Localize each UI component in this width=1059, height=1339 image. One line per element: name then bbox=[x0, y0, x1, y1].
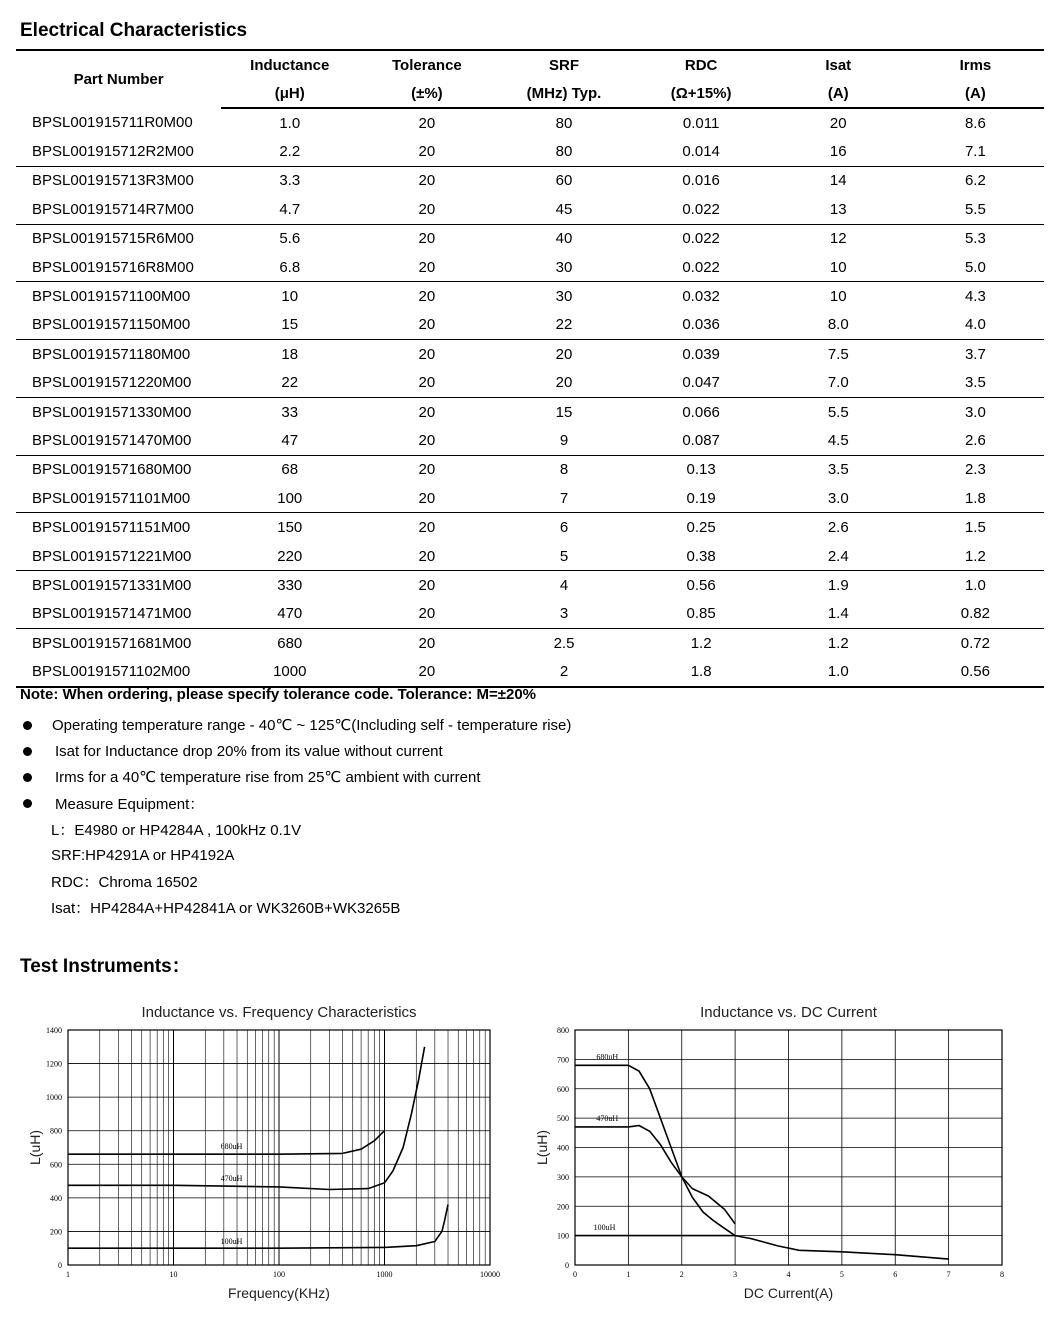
x-tick-label: 5 bbox=[839, 1270, 844, 1279]
y-tick-label: 1000 bbox=[46, 1093, 62, 1103]
bullet-icon bbox=[23, 721, 32, 730]
isat-cell: 8.0 bbox=[770, 311, 907, 340]
srf-cell: 30 bbox=[555, 288, 573, 306]
inductance-cell: 47 bbox=[221, 426, 358, 455]
inductance-vs-dc-current-chart bbox=[525, 995, 1025, 1315]
srf-cell: 80 bbox=[495, 137, 632, 166]
rdc-cell: 0.85 bbox=[633, 600, 770, 629]
irms-cell: 2.6 bbox=[907, 426, 1044, 455]
inductance-cell: 330 bbox=[277, 576, 303, 594]
ordering-note: Note: When ordering, please specify tolerance code. Tolerance: M=±20% bbox=[20, 686, 537, 703]
rdc-cell: 0.036 bbox=[633, 311, 770, 340]
inductance-cell: 33 bbox=[281, 403, 299, 421]
x-tick-label: 8 bbox=[1000, 1270, 1004, 1279]
tolerance-cell: 20 bbox=[358, 369, 495, 398]
part-number-cell: BPSL001915712R2M00 bbox=[16, 137, 221, 166]
x-tick-label: 100 bbox=[273, 1270, 285, 1279]
isat-cell: 3.0 bbox=[770, 484, 907, 513]
header-srf: SRF bbox=[495, 50, 632, 79]
series-line-680uh bbox=[575, 1065, 735, 1235]
table-row bbox=[16, 600, 1044, 629]
isat-cell: 7.5 bbox=[827, 345, 849, 363]
table-row bbox=[16, 426, 1044, 455]
y-tick-label: 500 bbox=[557, 1114, 569, 1124]
srf-cell: 2.5 bbox=[553, 634, 575, 652]
part-number-cell: BPSL00191571100M00 bbox=[32, 288, 191, 306]
srf-cell: 4 bbox=[559, 576, 569, 594]
x-tick-label: 3 bbox=[733, 1270, 738, 1279]
bullet-text: Operating temperature range - 40℃ ~ 125℃(Including self - temperature rise) bbox=[52, 717, 572, 734]
y-tick-label: 800 bbox=[557, 1026, 569, 1035]
y-axis-label: L(uH) bbox=[27, 1129, 43, 1166]
part-number-cell: BPSL00191571221M00 bbox=[16, 542, 221, 571]
irms-cell: 4.3 bbox=[964, 288, 986, 306]
inductance-cell: 680 bbox=[277, 634, 303, 652]
chart-title: Inductance vs. DC Current bbox=[700, 1004, 877, 1021]
isat-cell: 10 bbox=[770, 253, 907, 282]
x-tick-label: 6 bbox=[893, 1270, 898, 1279]
tolerance-cell: 20 bbox=[418, 172, 436, 190]
x-tick-label: 10000 bbox=[480, 1270, 500, 1279]
rdc-cell: 0.38 bbox=[633, 542, 770, 571]
inductance-cell: 10 bbox=[281, 288, 299, 306]
part-number-cell: BPSL00191571470M00 bbox=[16, 426, 221, 455]
x-tick-label: 10 bbox=[169, 1270, 178, 1279]
chart-title: Inductance vs. Frequency Characteristics bbox=[141, 1004, 417, 1021]
irms-cell: 4.0 bbox=[907, 311, 1044, 340]
tolerance-cell: 20 bbox=[358, 137, 495, 166]
table-row bbox=[16, 340, 1044, 369]
srf-cell: 5 bbox=[495, 542, 632, 571]
series-line-470uh bbox=[575, 1126, 735, 1224]
y-tick-label: 300 bbox=[557, 1172, 569, 1182]
table-row bbox=[16, 253, 1044, 282]
irms-cell: 5.3 bbox=[964, 230, 986, 248]
table-row bbox=[16, 484, 1044, 513]
isat-cell: 2.4 bbox=[770, 542, 907, 571]
y-tick-label: 100 bbox=[557, 1231, 569, 1241]
isat-cell: 7.0 bbox=[770, 369, 907, 398]
rdc-cell: 0.066 bbox=[682, 403, 720, 421]
srf-cell: 9 bbox=[495, 426, 632, 455]
inductance-cell: 6.8 bbox=[221, 253, 358, 282]
table-row bbox=[16, 397, 1044, 426]
srf-cell: 80 bbox=[555, 114, 573, 132]
y-tick-label: 0 bbox=[565, 1261, 569, 1270]
inductance-cell: 18 bbox=[281, 345, 299, 363]
rdc-cell: 0.032 bbox=[682, 288, 720, 306]
isat-cell: 5.5 bbox=[827, 403, 849, 421]
header-tolerance-unit: (±%) bbox=[358, 79, 495, 108]
header-tolerance: Tolerance bbox=[358, 50, 495, 79]
inductance-cell: 220 bbox=[221, 542, 358, 571]
table-row bbox=[16, 542, 1044, 571]
srf-cell: 6 bbox=[559, 519, 569, 537]
table-row bbox=[16, 166, 1044, 195]
srf-cell: 3 bbox=[495, 600, 632, 629]
irms-cell: 8.6 bbox=[964, 114, 986, 132]
rdc-cell: 0.011 bbox=[682, 114, 720, 132]
y-axis-label: L(uH) bbox=[534, 1129, 550, 1166]
inductance-cell: 470 bbox=[221, 600, 358, 629]
series-label: 100uH bbox=[593, 1222, 616, 1232]
inductance-cell: 5.6 bbox=[279, 230, 301, 248]
part-number-cell: BPSL00191571151M00 bbox=[32, 519, 191, 537]
inductance-cell: 1.0 bbox=[279, 114, 301, 132]
tolerance-cell: 20 bbox=[358, 484, 495, 513]
y-tick-label: 400 bbox=[557, 1143, 569, 1153]
section-title: Electrical Characteristics bbox=[20, 20, 248, 41]
header-irms-unit: (A) bbox=[907, 79, 1044, 108]
rdc-cell: 0.087 bbox=[633, 426, 770, 455]
inductance-cell: 15 bbox=[221, 311, 358, 340]
isat-cell: 12 bbox=[829, 230, 847, 248]
part-number-cell: BPSL00191571680M00 bbox=[32, 461, 192, 479]
equipment-item: RDC：Chroma 16502 bbox=[51, 873, 198, 891]
isat-cell: 2.6 bbox=[827, 519, 849, 537]
rdc-cell: 0.25 bbox=[686, 519, 716, 537]
inductance-cell: 1000 bbox=[221, 657, 358, 686]
header-inductance: Inductance bbox=[221, 50, 358, 79]
bullet-text: Irms for a 40℃ temperature rise from 25℃ ambient with current bbox=[55, 769, 481, 786]
y-tick-label: 700 bbox=[557, 1055, 569, 1065]
tolerance-cell: 20 bbox=[418, 519, 436, 537]
header-part-number: Part Number bbox=[16, 50, 221, 108]
rdc-cell: 0.014 bbox=[633, 137, 770, 166]
part-number-cell: BPSL00191571681M00 bbox=[32, 634, 192, 652]
part-number-cell: BPSL001915716R8M00 bbox=[16, 253, 221, 282]
srf-cell: 20 bbox=[495, 369, 632, 398]
isat-cell: 1.0 bbox=[770, 657, 907, 686]
irms-cell: 1.5 bbox=[964, 519, 986, 537]
tolerance-cell: 20 bbox=[418, 230, 436, 248]
x-tick-label: 1 bbox=[626, 1270, 631, 1279]
y-tick-label: 1400 bbox=[46, 1026, 62, 1035]
isat-cell: 1.9 bbox=[827, 576, 849, 594]
inductance-cell: 150 bbox=[277, 519, 303, 537]
y-tick-label: 0 bbox=[58, 1261, 62, 1270]
irms-cell: 0.72 bbox=[960, 634, 990, 652]
rdc-cell: 0.13 bbox=[686, 461, 716, 479]
tolerance-cell: 20 bbox=[358, 657, 495, 686]
table-row bbox=[16, 629, 1044, 658]
part-number-cell: BPSL00191571150M00 bbox=[16, 311, 221, 340]
series-line-100uh bbox=[575, 1236, 949, 1260]
series-label: 680uH bbox=[220, 1142, 243, 1152]
equipment-item: SRF:HP4291A or HP4192A bbox=[51, 846, 235, 864]
rdc-cell: 0.19 bbox=[633, 484, 770, 513]
table-row bbox=[16, 657, 1044, 686]
irms-cell: 0.82 bbox=[907, 600, 1044, 629]
isat-cell: 20 bbox=[829, 114, 847, 132]
tolerance-cell: 20 bbox=[418, 288, 436, 306]
srf-cell: 8 bbox=[559, 461, 569, 479]
x-tick-label: 1 bbox=[66, 1270, 70, 1279]
srf-cell: 40 bbox=[555, 230, 573, 248]
rdc-cell: 0.022 bbox=[633, 195, 770, 224]
bullet-item bbox=[20, 790, 571, 816]
y-tick-label: 800 bbox=[50, 1126, 62, 1136]
notes-list bbox=[20, 712, 571, 920]
part-number-cell: BPSL00191571102M00 bbox=[16, 657, 221, 686]
part-number-cell: BPSL00191571331M00 bbox=[32, 576, 192, 594]
x-axis-label: Frequency(KHz) bbox=[228, 1285, 330, 1301]
srf-cell: 20 bbox=[555, 345, 573, 363]
series-label: 470uH bbox=[220, 1174, 243, 1184]
equipment-item: L：E4980 or HP4284A , 100kHz 0.1V bbox=[51, 821, 302, 839]
table-row bbox=[16, 369, 1044, 398]
isat-cell: 13 bbox=[770, 195, 907, 224]
isat-cell: 1.2 bbox=[827, 634, 849, 652]
irms-cell: 3.7 bbox=[964, 345, 986, 363]
equipment-item: Isat：HP4284A+HP42841A or WK3260B+WK3265B bbox=[51, 899, 401, 917]
irms-cell: 3.5 bbox=[907, 369, 1044, 398]
rdc-cell: 0.022 bbox=[682, 230, 720, 248]
bullet-item bbox=[20, 764, 571, 790]
tolerance-cell: 20 bbox=[358, 195, 495, 224]
x-axis-label: DC Current(A) bbox=[743, 1285, 834, 1301]
part-number-cell: BPSL001915713R3M00 bbox=[32, 172, 194, 190]
table-row bbox=[16, 137, 1044, 166]
rdc-cell: 0.039 bbox=[682, 345, 720, 363]
header-inductance-unit: (μH) bbox=[221, 79, 358, 108]
spec-table bbox=[16, 49, 1044, 688]
part-number-cell: BPSL001915715R6M00 bbox=[32, 230, 194, 248]
bullet-icon bbox=[23, 799, 32, 808]
srf-cell: 30 bbox=[495, 253, 632, 282]
irms-cell: 3.0 bbox=[964, 403, 986, 421]
bullet-icon bbox=[23, 747, 32, 756]
inductance-cell: 2.2 bbox=[221, 137, 358, 166]
tolerance-cell: 20 bbox=[418, 634, 436, 652]
part-number-cell: BPSL00191571220M00 bbox=[16, 369, 221, 398]
irms-cell: 7.1 bbox=[907, 137, 1044, 166]
bullet-icon bbox=[23, 773, 32, 782]
irms-cell: 2.3 bbox=[964, 461, 986, 479]
table-row bbox=[16, 455, 1044, 484]
rdc-cell: 0.022 bbox=[633, 253, 770, 282]
srf-cell: 45 bbox=[495, 195, 632, 224]
y-tick-label: 200 bbox=[557, 1202, 569, 1212]
series-label: 100uH bbox=[220, 1237, 243, 1247]
irms-cell: 5.5 bbox=[907, 195, 1044, 224]
tolerance-cell: 20 bbox=[418, 345, 436, 363]
y-tick-label: 600 bbox=[557, 1084, 569, 1094]
table-row bbox=[16, 108, 1044, 137]
x-tick-label: 2 bbox=[679, 1270, 684, 1279]
header-isat: Isat bbox=[770, 50, 907, 79]
table-row bbox=[16, 282, 1044, 311]
srf-cell: 2 bbox=[495, 657, 632, 686]
irms-cell: 6.2 bbox=[964, 172, 986, 190]
inductance-vs-frequency-chart bbox=[20, 995, 510, 1315]
inductance-cell: 22 bbox=[221, 369, 358, 398]
bullet-text: Isat for Inductance drop 20% from its value without current bbox=[55, 742, 443, 760]
x-tick-label: 4 bbox=[786, 1270, 791, 1279]
srf-cell: 60 bbox=[555, 172, 573, 190]
y-tick-label: 400 bbox=[50, 1193, 62, 1203]
series-line-100uh bbox=[68, 1205, 448, 1249]
rdc-cell: 1.2 bbox=[690, 634, 712, 652]
y-tick-label: 600 bbox=[50, 1160, 62, 1170]
isat-cell: 16 bbox=[770, 137, 907, 166]
inductance-cell: 3.3 bbox=[279, 172, 301, 190]
isat-cell: 1.4 bbox=[770, 600, 907, 629]
test-instruments-title: Test Instruments： bbox=[20, 956, 191, 977]
part-number-cell: BPSL00191571101M00 bbox=[16, 484, 221, 513]
table-row bbox=[16, 513, 1044, 542]
y-tick-label: 200 bbox=[50, 1227, 62, 1237]
part-number-cell: BPSL00191571180M00 bbox=[32, 345, 191, 363]
header-rdc: RDC bbox=[633, 50, 770, 79]
isat-cell: 3.5 bbox=[827, 461, 849, 479]
series-line-470uh bbox=[68, 1047, 425, 1190]
y-tick-label: 1200 bbox=[46, 1059, 62, 1069]
tolerance-cell: 20 bbox=[418, 403, 436, 421]
header-srf-unit: (MHz) Typ. bbox=[495, 79, 632, 108]
bullet-item bbox=[20, 738, 571, 764]
bullet-item bbox=[20, 712, 571, 738]
irms-cell: 1.2 bbox=[907, 542, 1044, 571]
header-isat-unit: (A) bbox=[770, 79, 907, 108]
part-number-cell: BPSL00191571330M00 bbox=[32, 403, 192, 421]
irms-cell: 1.8 bbox=[907, 484, 1044, 513]
table-row bbox=[16, 195, 1044, 224]
srf-cell: 7 bbox=[495, 484, 632, 513]
tolerance-cell: 20 bbox=[418, 114, 436, 132]
table-row bbox=[16, 311, 1044, 340]
irms-cell: 5.0 bbox=[907, 253, 1044, 282]
series-label: 470uH bbox=[596, 1114, 619, 1124]
part-number-cell: BPSL001915714R7M00 bbox=[16, 195, 221, 224]
irms-cell: 1.0 bbox=[964, 576, 986, 594]
inductance-cell: 4.7 bbox=[221, 195, 358, 224]
rdc-cell: 0.56 bbox=[686, 576, 716, 594]
tolerance-cell: 20 bbox=[358, 311, 495, 340]
irms-cell: 0.56 bbox=[907, 657, 1044, 686]
series-label: 680uH bbox=[596, 1052, 619, 1062]
tolerance-cell: 20 bbox=[358, 253, 495, 282]
srf-cell: 15 bbox=[555, 403, 573, 421]
isat-cell: 4.5 bbox=[770, 426, 907, 455]
isat-cell: 10 bbox=[829, 288, 847, 306]
rdc-cell: 1.8 bbox=[633, 657, 770, 686]
header-rdc-unit: (Ω+15%) bbox=[633, 79, 770, 108]
tolerance-cell: 20 bbox=[358, 600, 495, 629]
x-tick-label: 1000 bbox=[376, 1270, 393, 1279]
inductance-cell: 68 bbox=[281, 461, 299, 479]
table-row bbox=[16, 224, 1044, 253]
tolerance-cell: 20 bbox=[358, 542, 495, 571]
isat-cell: 14 bbox=[829, 172, 847, 190]
rdc-cell: 0.016 bbox=[682, 172, 720, 190]
tolerance-cell: 20 bbox=[358, 426, 495, 455]
x-tick-label: 0 bbox=[573, 1270, 577, 1279]
srf-cell: 22 bbox=[495, 311, 632, 340]
x-tick-label: 7 bbox=[946, 1270, 951, 1279]
inductance-cell: 100 bbox=[221, 484, 358, 513]
bullet-text: Measure Equipment： bbox=[55, 795, 205, 813]
rdc-cell: 0.047 bbox=[633, 369, 770, 398]
header-irms: Irms bbox=[907, 50, 1044, 79]
part-number-cell: BPSL00191571471M00 bbox=[16, 600, 221, 629]
table-row bbox=[16, 571, 1044, 600]
tolerance-cell: 20 bbox=[418, 576, 436, 594]
part-number-cell: BPSL001915711R0M00 bbox=[32, 114, 193, 132]
tolerance-cell: 20 bbox=[418, 461, 436, 479]
